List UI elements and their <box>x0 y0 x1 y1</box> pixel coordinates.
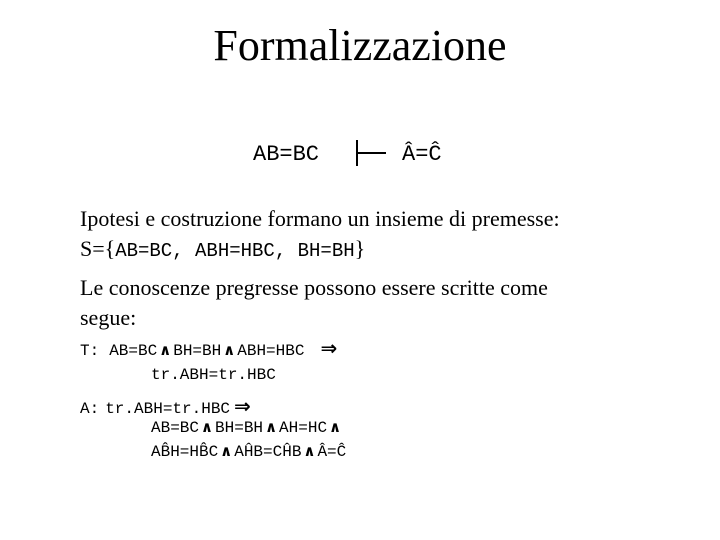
and-icon: ∧ <box>220 442 233 460</box>
and-icon: ∧ <box>200 418 214 436</box>
set-close: } <box>354 236 366 261</box>
axiom-fact-ah-hc: AH=HC <box>279 419 328 437</box>
theorem-premise-1: AB=BC <box>109 342 158 360</box>
thesis-hypothesis: AB=BC <box>253 142 320 167</box>
premises-intro-text: Ipotesi e costruzione formano un insieme di premesse: <box>80 206 560 231</box>
theorem-premise-3: ABH=HBC <box>237 342 305 360</box>
axiom-consequence-row-2 <box>151 442 346 461</box>
and-icon: ∧ <box>328 418 342 436</box>
premises-set <box>80 236 365 262</box>
turnstile-icon <box>356 140 386 166</box>
and-icon: ∧ <box>159 341 172 359</box>
theorem-consequence: tr.ABH=tr.HBC <box>151 366 276 384</box>
axiom-label: A: <box>80 400 100 418</box>
axiom-fact-angle-a-c: Â=Ĉ <box>317 443 347 461</box>
and-icon: ∧ <box>303 442 316 460</box>
theorem-premise-2: BH=BH <box>173 342 222 360</box>
axiom-premise: tr.ABH=tr.HBC <box>105 400 231 418</box>
axiom-fact-ab-bc: AB=BC <box>151 419 200 437</box>
and-icon: ∧ <box>264 418 278 436</box>
axiom-consequence-row-1 <box>151 418 343 437</box>
thesis-conclusion: Â=Ĉ <box>402 142 442 167</box>
and-icon: ∧ <box>223 341 236 359</box>
slide-title: Formalizzazione <box>213 21 507 70</box>
implies-icon: ⇒ <box>320 336 338 360</box>
axiom-fact-bh-bh: BH=BH <box>215 419 264 437</box>
axiom-line <box>80 394 251 418</box>
axiom-fact-angle-ahb: AĤB=CĤB <box>234 443 302 461</box>
theorem-line <box>80 336 337 360</box>
set-items: AB=BC, ABH=HBC, BH=BH <box>115 240 355 262</box>
implies-icon: ⇒ <box>234 394 251 418</box>
prior-knowledge-text-line1: Le conoscenze pregresse possono essere scritte come <box>80 275 548 300</box>
axiom-fact-angle-abh: AB̂H=HB̂C <box>151 443 219 461</box>
set-open: S={ <box>80 236 116 261</box>
prior-knowledge-text-line2: segue: <box>80 305 137 330</box>
theorem-label: T: <box>80 342 100 360</box>
